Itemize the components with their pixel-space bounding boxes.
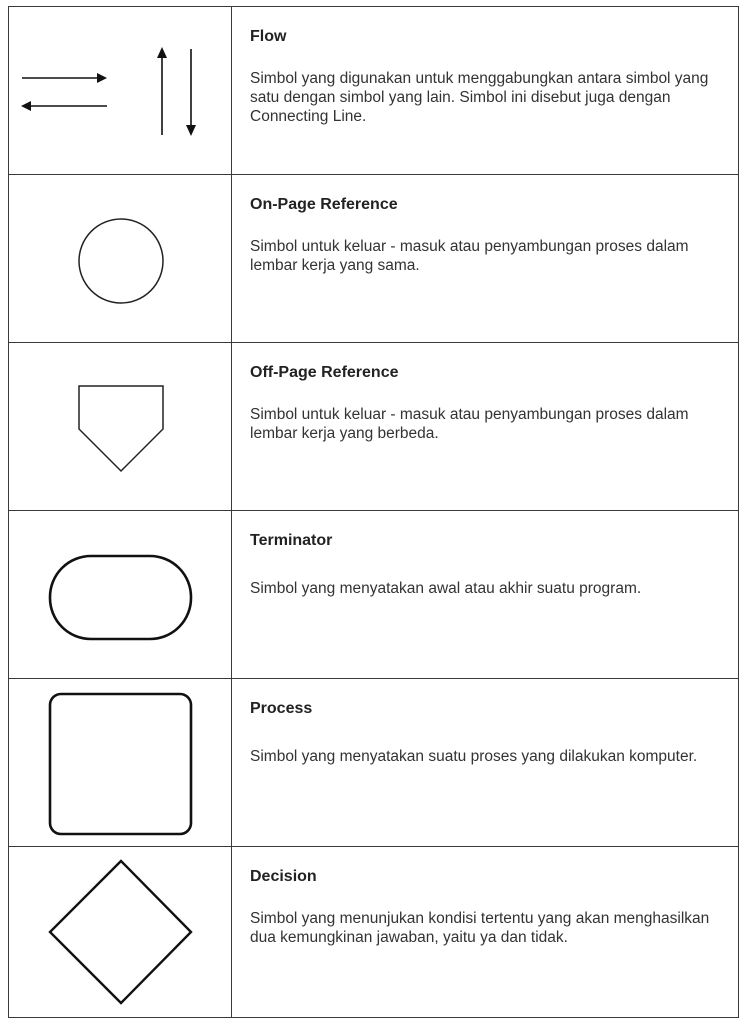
symbol-cell <box>9 511 232 678</box>
flow-arrows-icon <box>9 7 232 175</box>
symbol-cell <box>9 679 232 846</box>
description-cell <box>233 847 738 1017</box>
symbol-description: Simbol yang menunjukan kondisi tertentu yang akan menghasilkan dua kemungkinan jawaban, yaitu ya dan tidak. <box>250 910 710 946</box>
decision-diamond-icon <box>9 847 232 1015</box>
symbol-description: Simbol yang menyatakan awal atau akhir suatu program. <box>250 580 642 597</box>
symbol-description: Simbol untuk keluar - masuk atau penyambungan proses dalam lembar kerja yang sama. <box>250 238 689 274</box>
description-cell <box>233 175 738 342</box>
table-row <box>9 679 738 847</box>
symbol-cell <box>9 343 232 510</box>
symbol-cell <box>9 847 232 1017</box>
table-row <box>9 343 738 511</box>
description-cell <box>233 7 738 174</box>
symbol-title: Off-Page Reference <box>250 364 399 381</box>
symbol-description: Simbol untuk keluar - masuk atau penyambungan proses dalam lembar kerja yang berbeda. <box>250 406 689 442</box>
terminator-icon <box>9 511 232 679</box>
symbol-title: On-Page Reference <box>250 196 398 213</box>
pentagon-offpage-icon <box>9 343 232 511</box>
description-cell <box>233 343 738 510</box>
symbol-cell <box>9 175 232 342</box>
symbol-title: Process <box>250 700 313 717</box>
symbol-cell <box>9 7 232 174</box>
symbol-title: Terminator <box>250 532 333 549</box>
process-box-icon <box>9 679 232 847</box>
table-row <box>9 511 738 679</box>
symbol-title: Flow <box>250 28 287 45</box>
table-row <box>9 7 738 175</box>
description-cell <box>233 511 738 678</box>
symbol-description: Simbol yang menyatakan suatu proses yang dilakukan komputer. <box>250 748 698 765</box>
table-row <box>9 847 738 1017</box>
table-row <box>9 175 738 343</box>
description-cell <box>233 679 738 846</box>
symbol-description: Simbol yang digunakan untuk menggabungkan antara simbol yang satu dengan simbol yang lain. Simbol ini disebut juga dengan Connecting Line. <box>250 70 709 125</box>
symbol-title: Decision <box>250 868 317 885</box>
circle-connector-icon <box>9 175 232 343</box>
flowchart-symbols-table <box>8 6 739 1018</box>
